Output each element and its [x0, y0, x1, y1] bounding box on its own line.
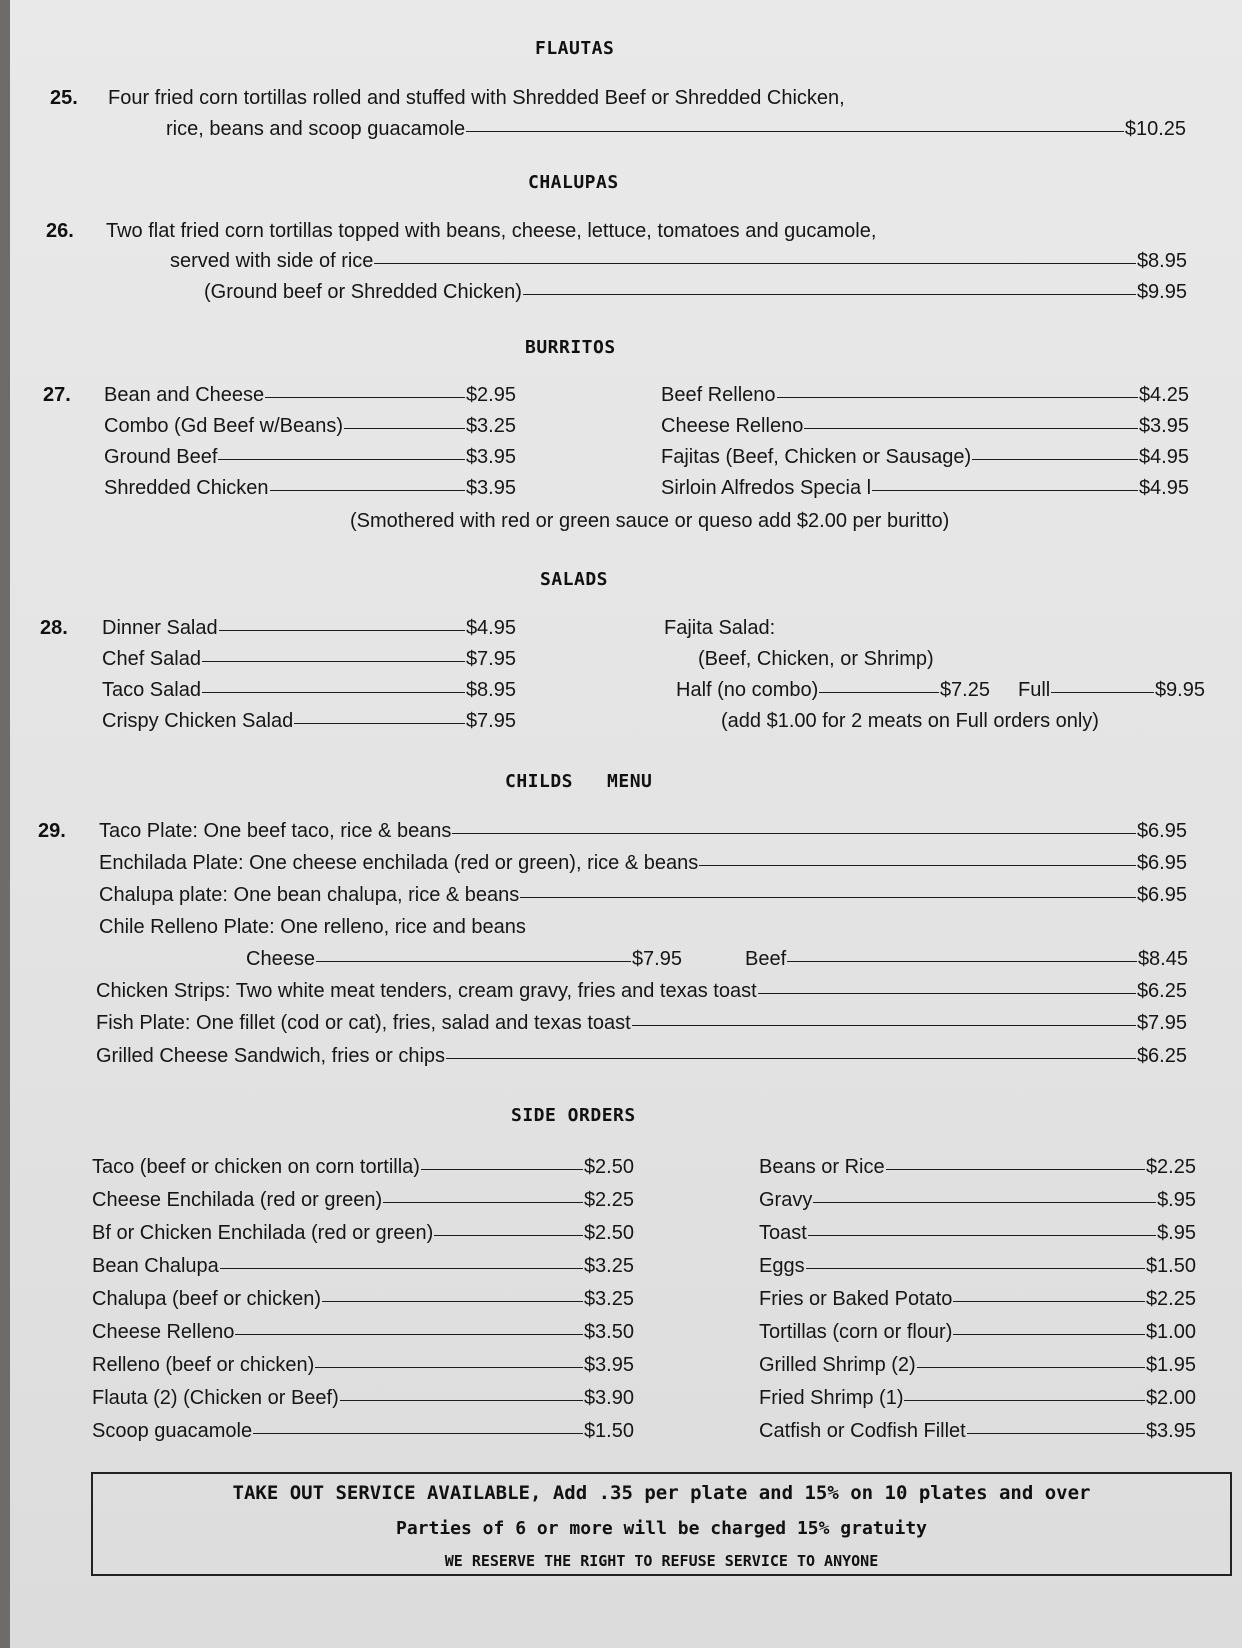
leader-line — [787, 961, 1137, 962]
leader-line — [434, 1235, 583, 1236]
menu-item-price: $6.25 — [1136, 1045, 1187, 1067]
menu-item-label: Taco Salad — [102, 679, 201, 701]
menu-item-price: $3.25 — [465, 415, 516, 437]
menu-item-price: $8.95 — [465, 679, 516, 701]
takeout-notice: TAKE OUT SERVICE AVAILABLE, Add .35 per plate and 15% on 10 plates and over — [232, 1482, 1091, 1504]
side-left-7 — [92, 1353, 634, 1377]
fajita-salad-meats: (Beef, Chicken, or Shrimp) — [698, 648, 934, 670]
burrito-right-1 — [661, 383, 1189, 407]
menu-item-price: $7.95 — [465, 648, 516, 670]
leader-line — [1051, 692, 1154, 693]
menu-item-price: $.95 — [1157, 1189, 1196, 1211]
side-right-3 — [759, 1221, 1196, 1245]
section-title-burritos: BURRITOS — [525, 337, 616, 358]
burrito-left-4 — [104, 476, 516, 500]
leader-line — [202, 692, 465, 693]
menu-item-label: Cheese Relleno — [661, 415, 804, 437]
menu-item-label: Catfish or Codfish Fillet — [759, 1420, 966, 1442]
menu-item-price: $10.25 — [1124, 118, 1186, 140]
fajita-full-row — [1018, 678, 1205, 702]
menu-item-price: $8.95 — [1136, 250, 1187, 272]
salad-left-2 — [102, 647, 516, 671]
menu-item-price: $1.50 — [1145, 1255, 1196, 1277]
menu-item-price: $3.25 — [583, 1288, 634, 1310]
menu-item-label: Toast — [759, 1222, 807, 1244]
burritos-note: (Smothered with red or green sauce or queso add $2.00 per buritto) — [350, 510, 950, 532]
leader-line — [446, 1058, 1136, 1059]
menu-item-price: $4.95 — [1138, 477, 1189, 499]
menu-item-label: Enchilada Plate: One cheese enchilada (red or green), rice & beans — [99, 852, 699, 874]
menu-item-label: served with side of rice — [170, 250, 374, 272]
salad-left-1 — [102, 616, 516, 640]
relleno-cheese-row — [246, 947, 682, 971]
menu-item-label: Cheese — [246, 948, 315, 970]
childs-row-4 — [96, 979, 1187, 1003]
burrito-left-3 — [104, 445, 516, 469]
leader-line — [758, 993, 1136, 994]
menu-item-label: Chalupa (beef or chicken) — [92, 1288, 322, 1310]
side-right-2 — [759, 1188, 1196, 1212]
item-number-26: 26. — [46, 220, 74, 242]
refuse-service-notice: WE RESERVE THE RIGHT TO REFUSE SERVICE TO ANYONE — [444, 1552, 879, 1570]
leader-line — [699, 865, 1136, 866]
menu-item-price: $7.25 — [939, 679, 990, 701]
side-right-6 — [759, 1320, 1196, 1344]
menu-item-label: Beef Relleno — [661, 384, 776, 406]
leader-line — [218, 459, 465, 460]
item-number-25: 25. — [50, 87, 78, 109]
leader-line — [340, 1400, 583, 1401]
menu-item-label: Tortillas (corn or flour) — [759, 1321, 953, 1343]
chalupas-description: Two flat fried corn tortillas topped with beans, cheese, lettuce, tomatoes and gucamole, — [106, 220, 877, 242]
menu-item-label: Dinner Salad — [102, 617, 218, 639]
leader-line — [953, 1301, 1145, 1302]
menu-item-label: Grilled Shrimp (2) — [759, 1354, 916, 1376]
menu-item-label: Fried Shrimp (1) — [759, 1387, 904, 1409]
menu-item-label: Fish Plate: One fillet (cod or cat), fries, salad and texas toast — [96, 1012, 631, 1034]
menu-item-label: Cheese Relleno — [92, 1321, 235, 1343]
menu-item-price: $1.50 — [583, 1420, 634, 1442]
menu-item-label: Cheese Enchilada (red or green) — [92, 1189, 383, 1211]
menu-item-price: $3.25 — [583, 1255, 634, 1277]
menu-item-label: Chicken Strips: Two white meat tenders, cream gravy, fries and texas toast — [96, 980, 757, 1002]
fajita-half-row — [676, 678, 990, 702]
side-right-8 — [759, 1386, 1196, 1410]
relleno-beef-row — [745, 947, 1188, 971]
leader-line — [466, 131, 1124, 132]
leader-line — [806, 1268, 1145, 1269]
leader-line — [235, 1334, 583, 1335]
childs-row-6 — [96, 1044, 1187, 1068]
menu-item-price: $2.25 — [583, 1189, 634, 1211]
menu-item-price: $2.25 — [1145, 1156, 1196, 1178]
side-right-4 — [759, 1254, 1196, 1278]
menu-item-price: $.95 — [1157, 1222, 1196, 1244]
leader-line — [972, 459, 1138, 460]
menu-item-price: $9.95 — [1154, 679, 1205, 701]
menu-item-label: Chef Salad — [102, 648, 201, 670]
leader-line — [421, 1169, 583, 1170]
leader-line — [819, 692, 939, 693]
salad-left-3 — [102, 678, 516, 702]
menu-item-price: $2.95 — [465, 384, 516, 406]
leader-line — [808, 1235, 1156, 1236]
menu-item-label: Sirloin Alfredos Specia l — [661, 477, 872, 499]
menu-item-price: $3.95 — [1145, 1420, 1196, 1442]
menu-item-price: $8.45 — [1137, 948, 1188, 970]
leader-line — [904, 1400, 1144, 1401]
section-title-chalupas: CHALUPAS — [528, 172, 619, 193]
menu-item-price: $2.25 — [1145, 1288, 1196, 1310]
section-title-childs-menu: CHILDS MENU — [505, 771, 653, 792]
leader-line — [953, 1334, 1145, 1335]
menu-item-label: Ground Beef — [104, 446, 218, 468]
menu-item-label: Taco (beef or chicken on corn tortilla) — [92, 1156, 420, 1178]
menu-item-label: Grilled Cheese Sandwich, fries or chips — [96, 1045, 446, 1067]
leader-line — [315, 1367, 583, 1368]
menu-item-label: Flauta (2) (Chicken or Beef) — [92, 1387, 339, 1409]
item-number-29: 29. — [38, 820, 66, 842]
leader-line — [804, 428, 1138, 429]
menu-item-price: $2.00 — [1145, 1387, 1196, 1409]
childs-row-3 — [99, 883, 1187, 907]
side-left-9 — [92, 1419, 634, 1443]
leader-line — [344, 428, 465, 429]
menu-item-label: Combo (Gd Beef w/Beans) — [104, 415, 343, 437]
service-notice-box — [91, 1472, 1232, 1576]
fajita-salad-title: Fajita Salad: — [664, 617, 776, 639]
menu-item-price: $3.95 — [465, 446, 516, 468]
item-number-28: 28. — [40, 617, 68, 639]
leader-line — [374, 263, 1136, 264]
menu-item-label: Scoop guacamole — [92, 1420, 253, 1442]
chile-relleno-plate: Chile Relleno Plate: One relleno, rice and beans — [99, 916, 526, 938]
leader-line — [294, 723, 465, 724]
menu-item-price: $7.95 — [631, 948, 682, 970]
leader-line — [967, 1433, 1145, 1434]
menu-item-price: $3.90 — [583, 1387, 634, 1409]
side-left-4 — [92, 1254, 634, 1278]
leader-line — [452, 833, 1136, 834]
menu-item-label: Bean Chalupa — [92, 1255, 219, 1277]
menu-item-price: $2.50 — [583, 1156, 634, 1178]
menu-item-price: $6.95 — [1136, 884, 1187, 906]
side-right-7 — [759, 1353, 1196, 1377]
leader-line — [777, 397, 1138, 398]
burrito-right-3 — [661, 445, 1189, 469]
flautas-price-row — [166, 117, 1186, 141]
menu-item-price: $4.25 — [1138, 384, 1189, 406]
menu-item-price: $3.50 — [583, 1321, 634, 1343]
burrito-right-4 — [661, 476, 1189, 500]
side-right-1 — [759, 1155, 1196, 1179]
menu-item-price: $1.00 — [1145, 1321, 1196, 1343]
leader-line — [202, 661, 465, 662]
menu-item-price: $6.95 — [1136, 820, 1187, 842]
side-left-2 — [92, 1188, 634, 1212]
menu-item-label: Fries or Baked Potato — [759, 1288, 953, 1310]
section-title-flautas: FLAUTAS — [535, 38, 615, 59]
menu-item-label: Relleno (beef or chicken) — [92, 1354, 315, 1376]
menu-item-label: Gravy — [759, 1189, 813, 1211]
leader-line — [270, 490, 465, 491]
leader-line — [872, 490, 1138, 491]
menu-page — [10, 0, 1242, 1648]
menu-item-price: $3.95 — [1138, 415, 1189, 437]
side-right-9 — [759, 1419, 1196, 1443]
side-left-6 — [92, 1320, 634, 1344]
leader-line — [813, 1202, 1156, 1203]
fajita-salad-note: (add $1.00 for 2 meats on Full orders only) — [721, 710, 1099, 732]
menu-item-price: $7.95 — [465, 710, 516, 732]
menu-item-price: $9.95 — [1136, 281, 1187, 303]
childs-row-5 — [96, 1011, 1187, 1035]
menu-item-label: Crispy Chicken Salad — [102, 710, 294, 732]
side-left-3 — [92, 1221, 634, 1245]
burrito-left-2 — [104, 414, 516, 438]
menu-item-label: Half (no combo) — [676, 679, 819, 701]
childs-row-1 — [99, 819, 1187, 843]
leader-line — [322, 1301, 583, 1302]
section-title-side-orders: SIDE ORDERS — [511, 1105, 636, 1126]
leader-line — [520, 897, 1136, 898]
leader-line — [253, 1433, 583, 1434]
menu-item-label: Fajitas (Beef, Chicken or Sausage) — [661, 446, 972, 468]
item-number-27: 27. — [43, 384, 71, 406]
leader-line — [219, 630, 465, 631]
menu-item-label: rice, beans and scoop guacamole — [166, 118, 466, 140]
side-left-8 — [92, 1386, 634, 1410]
menu-item-label: Bf or Chicken Enchilada (red or green) — [92, 1222, 434, 1244]
burrito-right-2 — [661, 414, 1189, 438]
menu-item-label: (Ground beef or Shredded Chicken) — [204, 281, 522, 303]
leader-line — [265, 397, 465, 398]
chalupas-row-2 — [204, 280, 1187, 304]
childs-row-2 — [99, 851, 1187, 875]
side-left-1 — [92, 1155, 634, 1179]
menu-item-label: Beans or Rice — [759, 1156, 885, 1178]
chalupas-row-1 — [170, 249, 1187, 273]
leader-line — [886, 1169, 1145, 1170]
menu-item-price: $7.95 — [1136, 1012, 1187, 1034]
leader-line — [220, 1268, 583, 1269]
flautas-description: Four fried corn tortillas rolled and stuffed with Shredded Beef or Shredded Chicken, — [108, 87, 845, 109]
menu-item-price: $1.95 — [1145, 1354, 1196, 1376]
menu-item-label: Full — [1018, 679, 1051, 701]
menu-item-label: Taco Plate: One beef taco, rice & beans — [99, 820, 452, 842]
section-title-salads: SALADS — [540, 569, 609, 590]
menu-item-price: $6.95 — [1136, 852, 1187, 874]
menu-item-price: $3.95 — [465, 477, 516, 499]
burrito-left-1 — [104, 383, 516, 407]
menu-item-price: $4.95 — [465, 617, 516, 639]
leader-line — [316, 961, 631, 962]
leader-line — [917, 1367, 1145, 1368]
menu-item-label: Chalupa plate: One bean chalupa, rice & beans — [99, 884, 520, 906]
side-right-5 — [759, 1287, 1196, 1311]
menu-item-price: $2.50 — [583, 1222, 634, 1244]
menu-item-label: Eggs — [759, 1255, 805, 1277]
side-left-5 — [92, 1287, 634, 1311]
menu-item-label: Bean and Cheese — [104, 384, 265, 406]
salad-left-4 — [102, 709, 516, 733]
menu-item-price: $6.25 — [1136, 980, 1187, 1002]
menu-item-price: $3.95 — [583, 1354, 634, 1376]
leader-line — [383, 1202, 583, 1203]
menu-item-price: $4.95 — [1138, 446, 1189, 468]
gratuity-notice: Parties of 6 or more will be charged 15% gratuity — [395, 1518, 927, 1539]
leader-line — [632, 1025, 1136, 1026]
menu-item-label: Shredded Chicken — [104, 477, 269, 499]
leader-line — [523, 294, 1136, 295]
menu-item-label: Beef — [745, 948, 787, 970]
